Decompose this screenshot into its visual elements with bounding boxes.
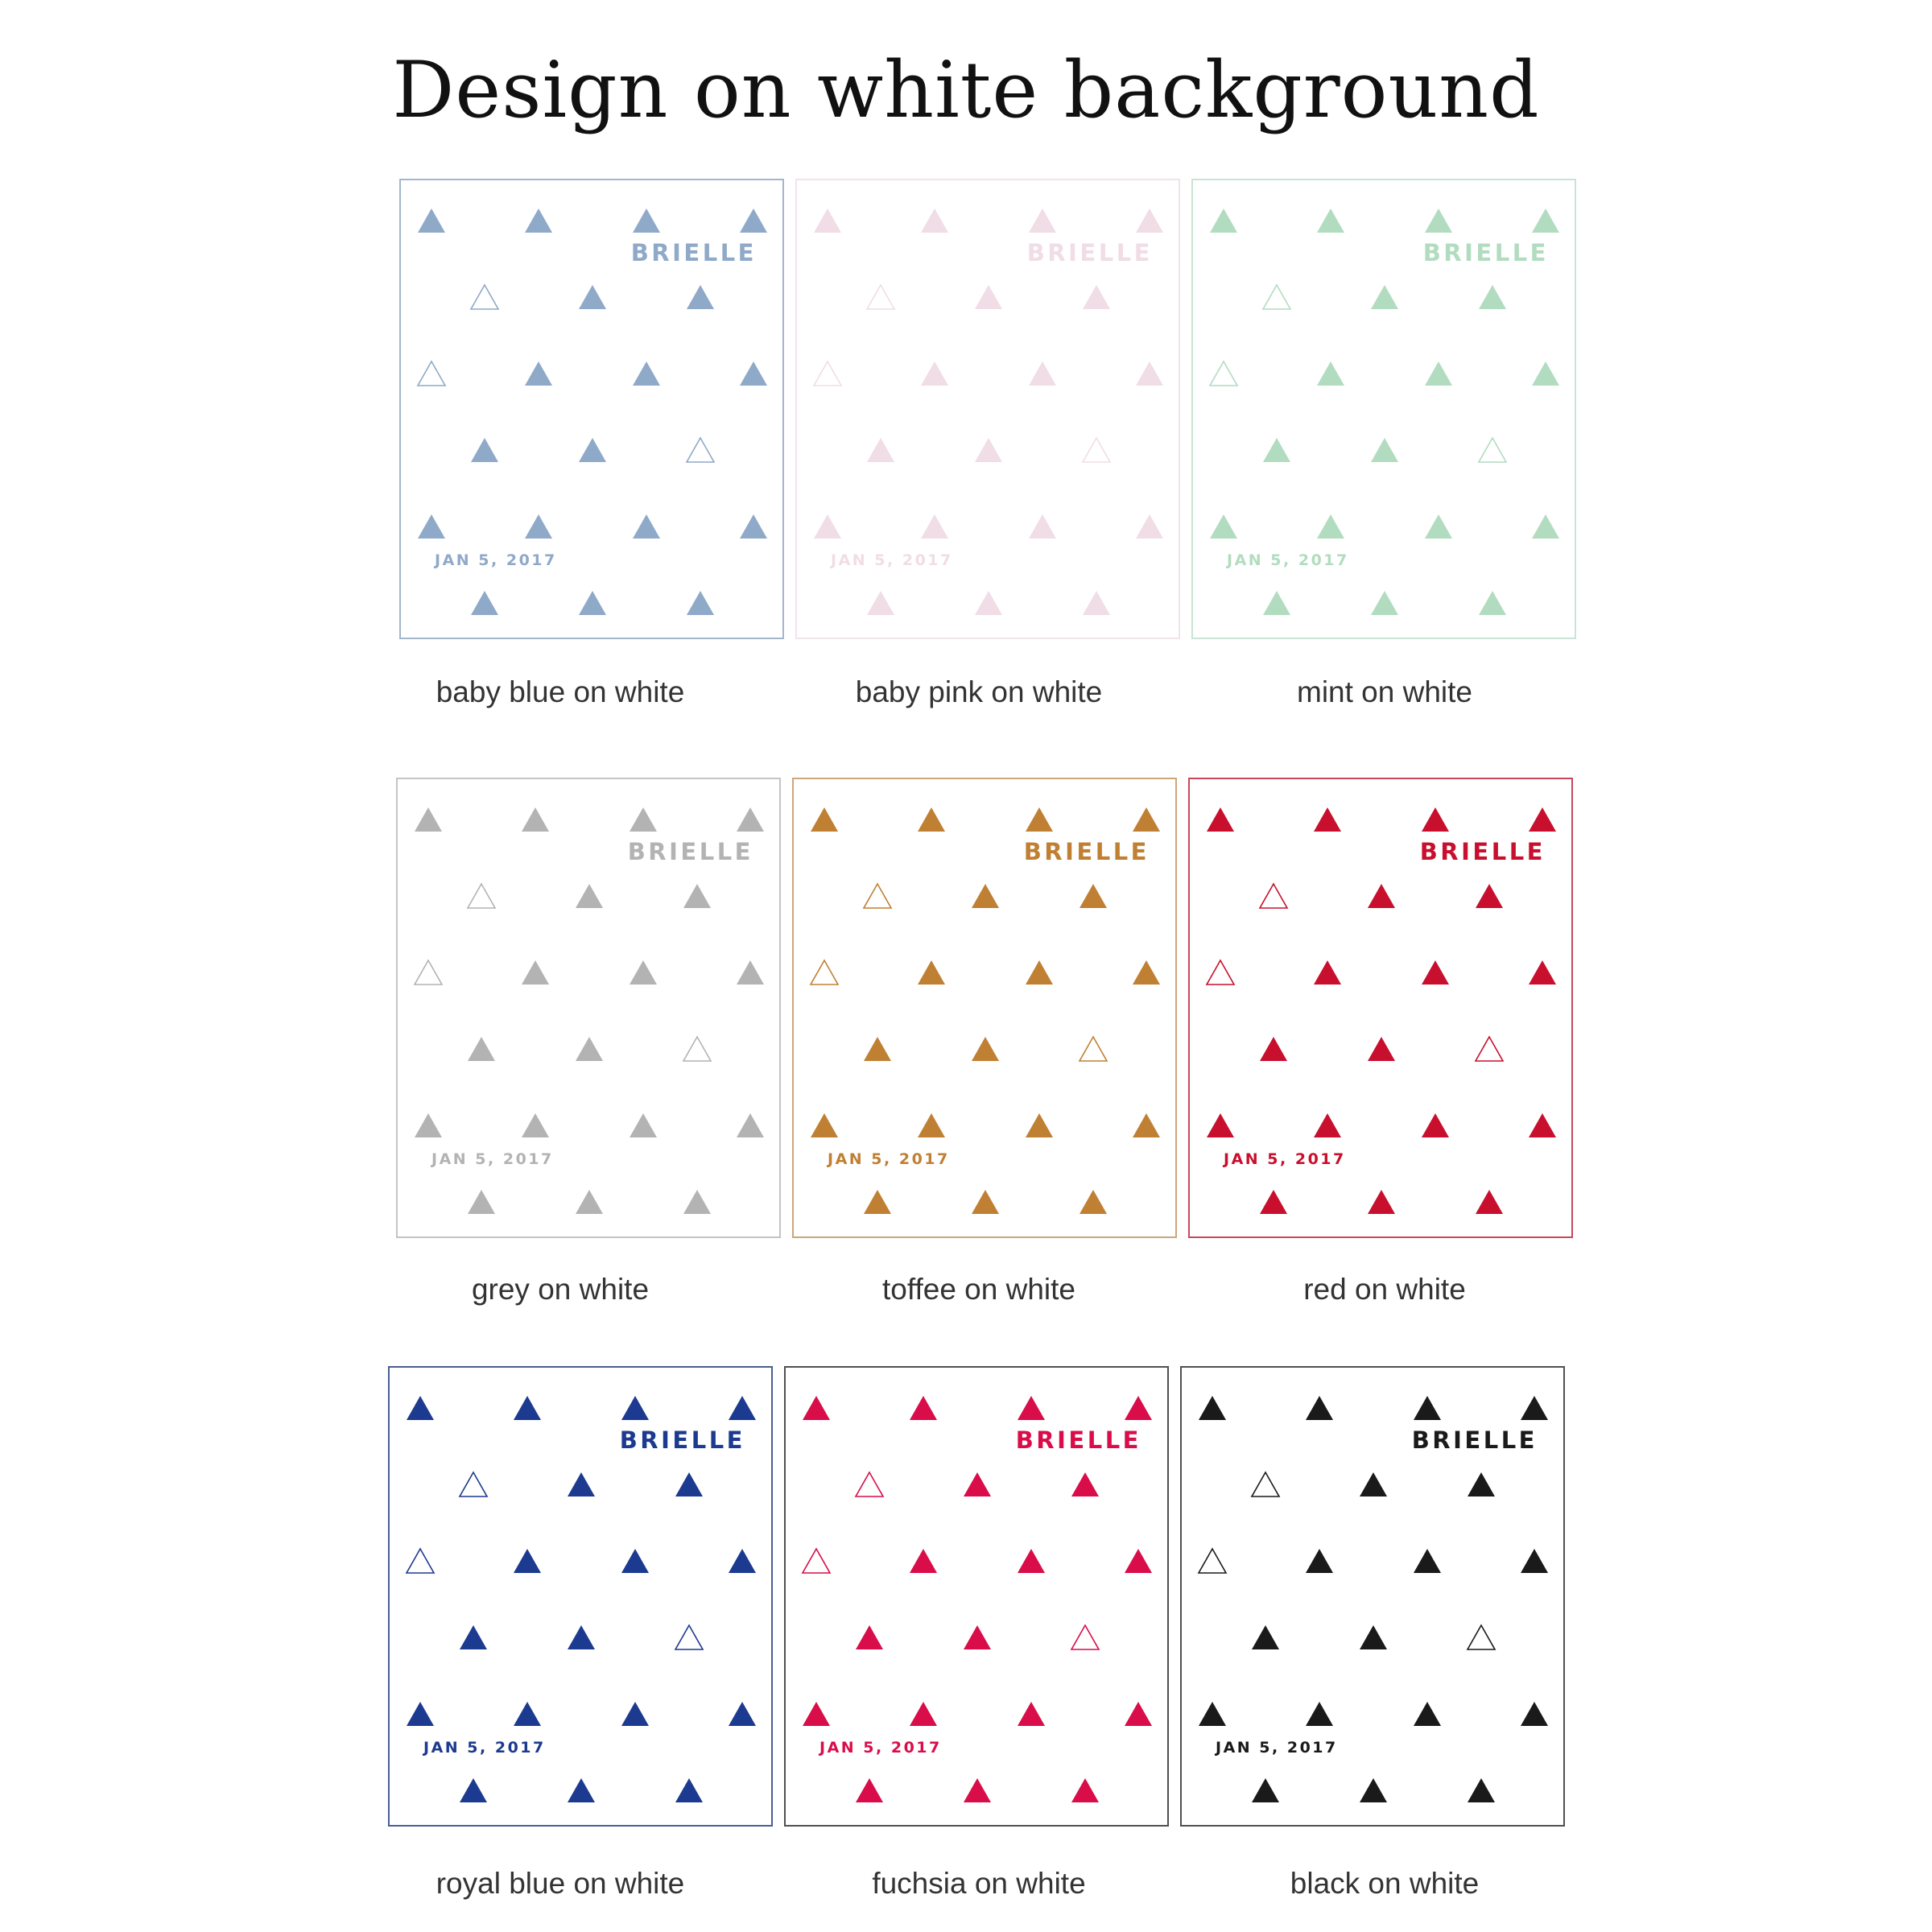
triangle-pattern	[390, 1368, 771, 1825]
triangle-filled-icon	[737, 807, 764, 832]
triangle-filled-icon	[1317, 514, 1344, 539]
triangle-filled-icon	[1360, 1625, 1387, 1649]
page-title: Design on white background	[392, 45, 1540, 135]
triangle-filled-icon	[579, 591, 606, 615]
triangle-filled-icon	[460, 1625, 487, 1649]
triangle-filled-icon	[633, 208, 660, 233]
swatch-card	[792, 778, 1177, 1238]
triangle-filled-icon	[1425, 514, 1452, 539]
triangle-outline-icon	[867, 285, 894, 309]
triangle-filled-icon	[740, 514, 767, 539]
triangle-filled-icon	[729, 1549, 756, 1573]
triangle-filled-icon	[1425, 361, 1452, 386]
triangle-filled-icon	[576, 1037, 603, 1061]
triangle-filled-icon	[1532, 361, 1559, 386]
triangle-filled-icon	[918, 1113, 945, 1137]
triangle-outline-icon	[675, 1625, 703, 1649]
card-date-text: JAN 5, 2017	[819, 1739, 942, 1757]
triangle-filled-icon	[921, 208, 948, 233]
triangle-filled-icon	[1529, 807, 1556, 832]
triangle-pattern	[786, 1368, 1167, 1825]
triangle-filled-icon	[1529, 1113, 1556, 1137]
triangle-filled-icon	[468, 1190, 495, 1214]
triangle-filled-icon	[460, 1778, 487, 1802]
triangle-filled-icon	[621, 1549, 649, 1573]
triangle-filled-icon	[683, 884, 711, 908]
triangle-filled-icon	[407, 1702, 434, 1726]
triangle-filled-icon	[856, 1625, 883, 1649]
triangle-filled-icon	[811, 1113, 838, 1137]
triangle-filled-icon	[964, 1625, 991, 1649]
triangle-filled-icon	[687, 285, 714, 309]
triangle-outline-icon	[1083, 438, 1110, 462]
triangle-filled-icon	[1306, 1549, 1333, 1573]
triangle-filled-icon	[1125, 1549, 1152, 1573]
triangle-filled-icon	[1252, 1778, 1279, 1802]
card-date-text: JAN 5, 2017	[431, 1150, 554, 1168]
triangle-filled-icon	[514, 1549, 541, 1573]
triangle-filled-icon	[1018, 1549, 1045, 1573]
triangle-filled-icon	[921, 514, 948, 539]
triangle-filled-icon	[856, 1778, 883, 1802]
triangle-filled-icon	[1083, 285, 1110, 309]
triangle-outline-icon	[803, 1549, 830, 1573]
triangle-filled-icon	[964, 1778, 991, 1802]
triangle-filled-icon	[1263, 438, 1290, 462]
triangle-filled-icon	[576, 1190, 603, 1214]
triangle-filled-icon	[1260, 1037, 1287, 1061]
triangle-pattern	[398, 779, 779, 1236]
swatch-caption: fuchsia on white	[872, 1867, 1086, 1900]
swatch-caption: grey on white	[471, 1273, 650, 1306]
swatch-caption: red on white	[1303, 1273, 1466, 1306]
triangle-outline-icon	[1476, 1037, 1503, 1061]
card-name-text: BRIELLE	[630, 239, 757, 266]
triangle-filled-icon	[415, 1113, 442, 1137]
triangle-filled-icon	[867, 438, 894, 462]
card-name-text: BRIELLE	[1026, 239, 1153, 266]
swatch-caption: toffee on white	[882, 1273, 1075, 1306]
triangle-filled-icon	[675, 1472, 703, 1496]
triangle-filled-icon	[1026, 807, 1053, 832]
triangle-filled-icon	[522, 1113, 549, 1137]
triangle-filled-icon	[1368, 884, 1395, 908]
swatch-card	[388, 1366, 773, 1827]
triangle-filled-icon	[1071, 1472, 1099, 1496]
triangle-filled-icon	[1306, 1702, 1333, 1726]
triangle-filled-icon	[1479, 591, 1506, 615]
triangle-filled-icon	[1521, 1702, 1548, 1726]
triangle-outline-icon	[683, 1037, 711, 1061]
triangle-filled-icon	[1207, 807, 1234, 832]
triangle-pattern	[1190, 779, 1571, 1236]
triangle-filled-icon	[525, 514, 552, 539]
triangle-filled-icon	[1317, 361, 1344, 386]
triangle-filled-icon	[522, 807, 549, 832]
triangle-pattern	[797, 180, 1179, 638]
triangle-filled-icon	[630, 807, 657, 832]
triangle-filled-icon	[740, 208, 767, 233]
triangle-filled-icon	[737, 1113, 764, 1137]
triangle-outline-icon	[1263, 285, 1290, 309]
triangle-filled-icon	[811, 807, 838, 832]
triangle-filled-icon	[918, 960, 945, 985]
triangle-filled-icon	[1263, 591, 1290, 615]
card-name-text: BRIELLE	[1411, 1426, 1538, 1454]
triangle-filled-icon	[468, 1037, 495, 1061]
triangle-filled-icon	[1360, 1472, 1387, 1496]
triangle-outline-icon	[1252, 1472, 1279, 1496]
triangle-filled-icon	[910, 1396, 937, 1420]
triangle-filled-icon	[867, 591, 894, 615]
triangle-filled-icon	[1029, 361, 1056, 386]
triangle-filled-icon	[1476, 884, 1503, 908]
triangle-outline-icon	[468, 884, 495, 908]
triangle-filled-icon	[630, 960, 657, 985]
swatch-card	[396, 778, 781, 1238]
card-name-text: BRIELLE	[1419, 838, 1546, 865]
triangle-filled-icon	[1422, 960, 1449, 985]
triangle-filled-icon	[683, 1190, 711, 1214]
triangle-outline-icon	[814, 361, 841, 386]
triangle-pattern	[401, 180, 782, 638]
triangle-filled-icon	[1210, 514, 1237, 539]
triangle-filled-icon	[576, 884, 603, 908]
triangle-filled-icon	[1368, 1190, 1395, 1214]
triangle-filled-icon	[1252, 1625, 1279, 1649]
triangle-pattern	[794, 779, 1175, 1236]
triangle-filled-icon	[1136, 208, 1163, 233]
swatch-card	[1180, 1366, 1565, 1827]
triangle-filled-icon	[1207, 1113, 1234, 1137]
card-name-text: BRIELLE	[619, 1426, 745, 1454]
triangle-filled-icon	[1422, 807, 1449, 832]
triangle-filled-icon	[525, 361, 552, 386]
swatch-caption: mint on white	[1297, 675, 1472, 708]
triangle-filled-icon	[918, 807, 945, 832]
triangle-outline-icon	[687, 438, 714, 462]
triangle-filled-icon	[1360, 1778, 1387, 1802]
triangle-filled-icon	[1199, 1702, 1226, 1726]
card-date-text: JAN 5, 2017	[423, 1739, 546, 1757]
triangle-filled-icon	[633, 514, 660, 539]
triangle-filled-icon	[814, 514, 841, 539]
triangle-filled-icon	[1083, 591, 1110, 615]
card-date-text: JAN 5, 2017	[1216, 1739, 1338, 1757]
triangle-filled-icon	[525, 208, 552, 233]
triangle-filled-icon	[1133, 1113, 1160, 1137]
triangle-filled-icon	[1133, 807, 1160, 832]
triangle-filled-icon	[1080, 1190, 1107, 1214]
triangle-outline-icon	[1207, 960, 1234, 985]
triangle-filled-icon	[630, 1113, 657, 1137]
triangle-filled-icon	[1422, 1113, 1449, 1137]
triangle-filled-icon	[729, 1396, 756, 1420]
triangle-filled-icon	[1125, 1396, 1152, 1420]
card-name-text: BRIELLE	[627, 838, 753, 865]
triangle-filled-icon	[1529, 960, 1556, 985]
triangle-filled-icon	[910, 1549, 937, 1573]
triangle-outline-icon	[407, 1549, 434, 1573]
triangle-filled-icon	[1199, 1396, 1226, 1420]
swatch-card	[1191, 179, 1576, 639]
triangle-filled-icon	[522, 960, 549, 985]
swatch-caption: baby pink on white	[855, 675, 1103, 708]
triangle-filled-icon	[621, 1702, 649, 1726]
triangle-filled-icon	[418, 208, 445, 233]
card-name-text: BRIELLE	[1023, 838, 1150, 865]
triangle-filled-icon	[972, 1190, 999, 1214]
triangle-outline-icon	[1260, 884, 1287, 908]
triangle-filled-icon	[1080, 884, 1107, 908]
triangle-filled-icon	[1136, 361, 1163, 386]
triangle-filled-icon	[568, 1472, 595, 1496]
triangle-filled-icon	[1479, 285, 1506, 309]
triangle-filled-icon	[1414, 1702, 1441, 1726]
triangle-filled-icon	[1260, 1190, 1287, 1214]
triangle-pattern	[1193, 180, 1575, 638]
triangle-filled-icon	[568, 1778, 595, 1802]
triangle-filled-icon	[418, 514, 445, 539]
triangle-filled-icon	[1029, 208, 1056, 233]
triangle-outline-icon	[856, 1472, 883, 1496]
triangle-outline-icon	[811, 960, 838, 985]
triangle-filled-icon	[1414, 1549, 1441, 1573]
triangle-outline-icon	[460, 1472, 487, 1496]
triangle-filled-icon	[910, 1702, 937, 1726]
swatch-card	[1188, 778, 1573, 1238]
triangle-outline-icon	[1199, 1549, 1226, 1573]
triangle-filled-icon	[579, 285, 606, 309]
triangle-filled-icon	[975, 591, 1002, 615]
triangle-pattern	[1182, 1368, 1563, 1825]
triangle-filled-icon	[1521, 1396, 1548, 1420]
swatch-card	[795, 179, 1180, 639]
triangle-outline-icon	[1479, 438, 1506, 462]
card-date-text: JAN 5, 2017	[1227, 551, 1349, 569]
triangle-filled-icon	[1071, 1778, 1099, 1802]
triangle-filled-icon	[972, 1037, 999, 1061]
triangle-filled-icon	[1314, 960, 1341, 985]
card-date-text: JAN 5, 2017	[435, 551, 557, 569]
triangle-outline-icon	[1468, 1625, 1495, 1649]
triangle-filled-icon	[514, 1396, 541, 1420]
triangle-filled-icon	[803, 1396, 830, 1420]
triangle-filled-icon	[1521, 1549, 1548, 1573]
triangle-outline-icon	[1071, 1625, 1099, 1649]
triangle-filled-icon	[1314, 1113, 1341, 1137]
triangle-filled-icon	[415, 807, 442, 832]
card-name-text: BRIELLE	[1422, 239, 1549, 266]
triangle-filled-icon	[1371, 591, 1398, 615]
triangle-filled-icon	[803, 1702, 830, 1726]
triangle-filled-icon	[975, 285, 1002, 309]
triangle-outline-icon	[1210, 361, 1237, 386]
swatch-caption: royal blue on white	[436, 1867, 685, 1900]
triangle-filled-icon	[1314, 807, 1341, 832]
triangle-filled-icon	[1425, 208, 1452, 233]
triangle-filled-icon	[1133, 960, 1160, 985]
triangle-filled-icon	[1317, 208, 1344, 233]
card-date-text: JAN 5, 2017	[831, 551, 953, 569]
triangle-filled-icon	[975, 438, 1002, 462]
triangle-filled-icon	[1371, 438, 1398, 462]
swatch-card	[399, 179, 784, 639]
triangle-filled-icon	[921, 361, 948, 386]
triangle-filled-icon	[1532, 514, 1559, 539]
triangle-filled-icon	[1029, 514, 1056, 539]
triangle-filled-icon	[964, 1472, 991, 1496]
triangle-filled-icon	[740, 361, 767, 386]
triangle-filled-icon	[1414, 1396, 1441, 1420]
triangle-filled-icon	[864, 1190, 891, 1214]
triangle-filled-icon	[1306, 1396, 1333, 1420]
triangle-filled-icon	[675, 1778, 703, 1802]
triangle-filled-icon	[814, 208, 841, 233]
triangle-filled-icon	[1368, 1037, 1395, 1061]
triangle-filled-icon	[568, 1625, 595, 1649]
swatch-caption: baby blue on white	[436, 675, 685, 708]
triangle-outline-icon	[864, 884, 891, 908]
triangle-filled-icon	[633, 361, 660, 386]
triangle-filled-icon	[1018, 1702, 1045, 1726]
triangle-filled-icon	[1532, 208, 1559, 233]
card-name-text: BRIELLE	[1015, 1426, 1141, 1454]
triangle-outline-icon	[418, 361, 445, 386]
triangle-filled-icon	[471, 591, 498, 615]
triangle-filled-icon	[864, 1037, 891, 1061]
triangle-filled-icon	[1026, 1113, 1053, 1137]
triangle-filled-icon	[621, 1396, 649, 1420]
triangle-filled-icon	[737, 960, 764, 985]
swatch-card	[784, 1366, 1169, 1827]
triangle-filled-icon	[1476, 1190, 1503, 1214]
card-date-text: JAN 5, 2017	[1224, 1150, 1346, 1168]
triangle-filled-icon	[1210, 208, 1237, 233]
triangle-filled-icon	[579, 438, 606, 462]
triangle-filled-icon	[687, 591, 714, 615]
triangle-filled-icon	[514, 1702, 541, 1726]
triangle-outline-icon	[471, 285, 498, 309]
triangle-outline-icon	[1080, 1037, 1107, 1061]
triangle-filled-icon	[729, 1702, 756, 1726]
triangle-filled-icon	[1125, 1702, 1152, 1726]
triangle-filled-icon	[1371, 285, 1398, 309]
triangle-filled-icon	[1136, 514, 1163, 539]
triangle-filled-icon	[1468, 1778, 1495, 1802]
triangle-outline-icon	[415, 960, 442, 985]
triangle-filled-icon	[972, 884, 999, 908]
swatch-caption: black on white	[1290, 1867, 1480, 1900]
triangle-filled-icon	[1026, 960, 1053, 985]
triangle-filled-icon	[407, 1396, 434, 1420]
triangle-filled-icon	[1468, 1472, 1495, 1496]
triangle-filled-icon	[471, 438, 498, 462]
triangle-filled-icon	[1018, 1396, 1045, 1420]
card-date-text: JAN 5, 2017	[828, 1150, 950, 1168]
